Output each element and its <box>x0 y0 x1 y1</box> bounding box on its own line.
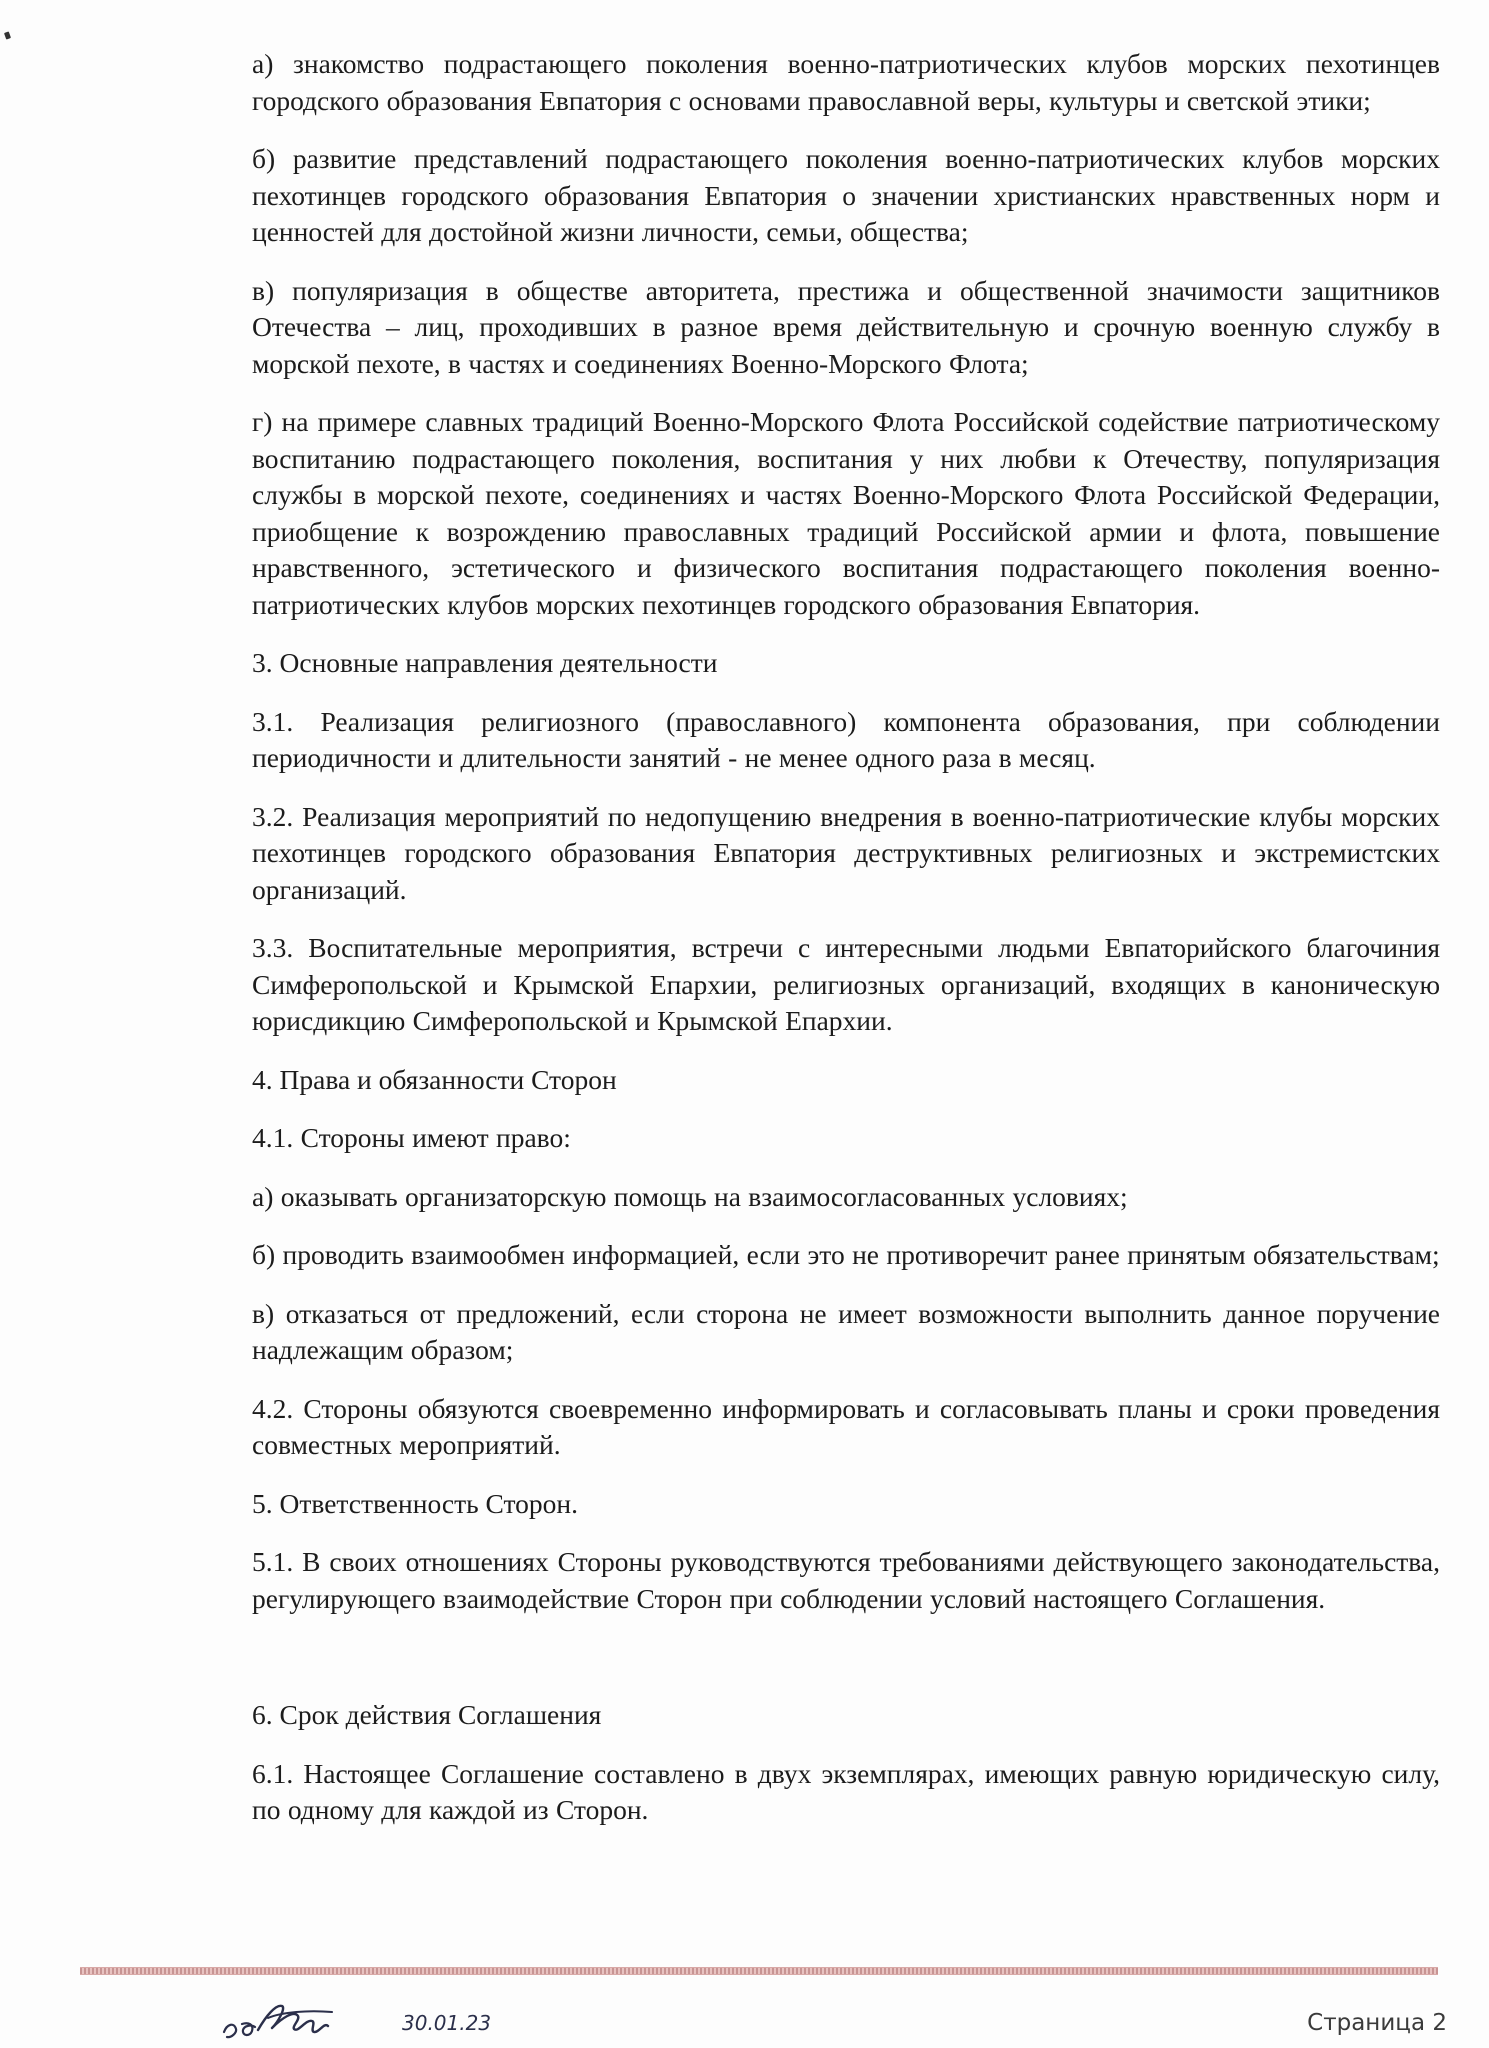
handwritten-signature <box>220 1996 520 2046</box>
clause-6-1: 6.1. Настоящее Соглашение составлено в двух экземплярах, имеющих равную юридическую силу, по одному для каждой из Сторон. <box>252 1757 1440 1825</box>
footer-divider <box>80 1967 1438 1975</box>
scan-speck <box>4 31 11 39</box>
paragraph-2a: а) знакомство подрастающего поколения военно-патриотических клубов морских пехотинцев городского образования Евпатория с основами православной веры, культуры и светской этики; <box>252 48 1440 116</box>
clause-4-2: 4.2. Стороны обязуются своевременно информировать и согласовывать планы и сроки проведения совместных мероприятий. <box>252 1392 1440 1460</box>
clause-3-2: 3.2. Реализация мероприятий по недопущению внедрения в военно-патриотические клубы морских пехотинцев городского образования Евпатория деструктивных религиозных и экстремистских организаций. <box>252 800 1440 905</box>
clause-5-1: 5.1. В своих отношениях Стороны руководствуются требованиями действующего законодательства, регулирующего взаимодействие Сторон при соблюдении условий настоящего Соглашения. <box>252 1546 1440 1614</box>
page-number: Страница 2 <box>1307 2010 1447 2036</box>
section-3-heading: 3. Основные направления деятельности <box>252 647 718 678</box>
clause-4-1-v: в) отказаться от предложений, если сторона не имеет возможности выполнить данное поручение надлежащим образом; <box>252 1297 1440 1365</box>
paragraph-2v: в) популяризация в обществе авторитета, престижа и общественной значимости защитников Отечества – лиц, проходивших в разное время действительную и срочную военную службу в морской пехоте, в частях и соединениях Военно-Морского Флота; <box>252 274 1440 379</box>
clause-4-1-a: а) оказывать организаторскую помощь на взаимосогласованных условиях; <box>252 1180 1128 1212</box>
clause-4-1-b: б) проводить взаимообмен информацией, если это не противоречит ранее принятым обязательствам; <box>252 1239 1440 1270</box>
clause-4-1: 4.1. Стороны имеют право: <box>252 1122 571 1153</box>
clause-3-1: 3.1. Реализация религиозного (православного) компонента образования, при соблюдении периодичности и длительности занятий - не менее одного раза в месяц. <box>252 705 1440 773</box>
section-5-heading: 5. Ответственность Сторон. <box>252 1487 578 1519</box>
clause-3-3: 3.3. Воспитательные мероприятия, встречи с интересными людьми Евпаторийского благочиния Симферопольской и Крымской Епархии, религиозных организаций, входящих в каноническую юрисдикцию Симферопольской и Крымской Епархии. <box>252 932 1440 1036</box>
signature-date: 30.01.23 <box>402 2011 492 2035</box>
paragraph-2b: б) развитие представлений подрастающего поколения военно-патриотических клубов морских пехотинцев городского образования Евпатория о значении христианских нравственных норм и ценностей для достойной жизни личности, семьи, общества; <box>252 143 1440 247</box>
section-6-heading: 6. Срок действия Соглашения <box>252 1699 602 1730</box>
document-body <box>252 46 1440 1829</box>
paragraph-2g: г) на примере славных традиций Военно-Морского Флота Российской содействие патриотическому воспитанию подрастающего поколения, воспитания у них любви к Отечеству, популяризация службы в морской пехоте, соединениях и частях Военно-Морского Флота Российской Федерации, приобщение к возрождению православных традиций Российской армии и флота, повышение нравственного, эстетического и физического воспитания подрастающего поколения военно-патриотических клубов морских пехотинцев городского образования Евпатория. <box>252 406 1440 620</box>
section-4-heading: 4. Права и обязанности Сторон <box>252 1063 617 1095</box>
